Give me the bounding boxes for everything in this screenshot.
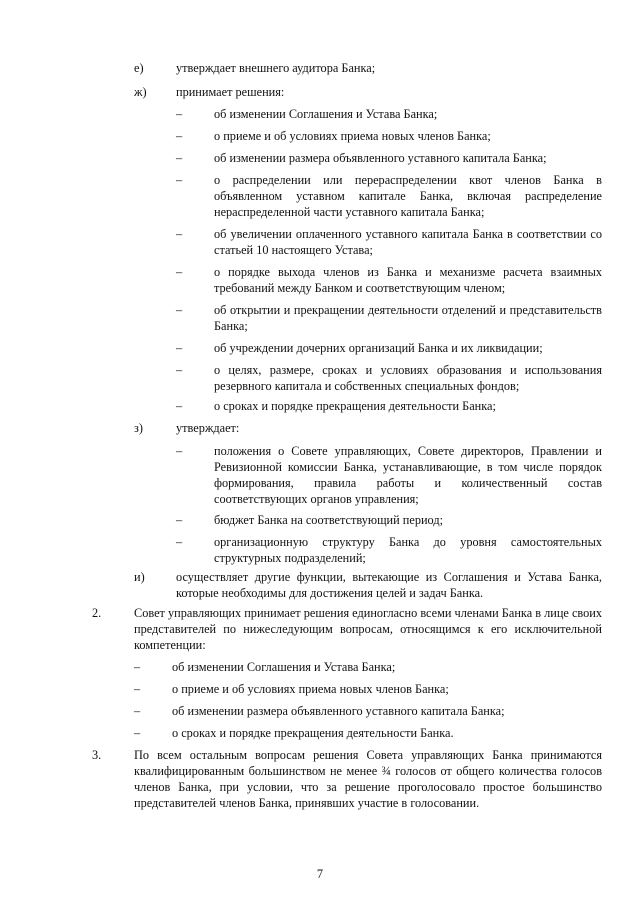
item-text: принимает решения: xyxy=(176,85,285,99)
dash-marker: – xyxy=(176,151,183,165)
item-text: осуществляет другие функции, вытекающие из Соглашения и Устава Банка, которые необходимы для достижения целей и задач Банка. xyxy=(176,570,602,600)
dash-marker: – xyxy=(176,513,183,527)
section-number: 3. xyxy=(92,748,102,762)
dash-marker: – xyxy=(134,682,141,696)
item-text: об изменении Соглашения и Устава Банка; xyxy=(172,660,396,674)
item-text: об изменении Соглашения и Устава Банка; xyxy=(214,107,438,121)
item-marker: ж) xyxy=(134,85,147,99)
item-text: о сроках и порядке прекращения деятельности Банка. xyxy=(172,726,454,740)
dash-marker: – xyxy=(176,265,183,279)
dash-marker: – xyxy=(176,227,183,241)
dash-marker: – xyxy=(176,444,183,458)
item-text: об учреждении дочерних организаций Банка и их ликвидации; xyxy=(214,341,543,355)
item-text: бюджет Банка на соответствующий период; xyxy=(214,513,444,527)
dash-marker: – xyxy=(134,660,141,674)
item-marker: з) xyxy=(134,421,143,435)
item-text: утверждает внешнего аудитора Банка; xyxy=(176,61,376,75)
item-text: о сроках и порядке прекращения деятельности Банка; xyxy=(214,399,496,413)
page-number: 7 xyxy=(316,867,324,881)
section-text: Совет управляющих принимает решения единогласно всеми членами Банка в лице своих представителей по нижеследующим вопросам, относящимся к его исключительной компетенции: xyxy=(134,606,602,652)
dash-marker: – xyxy=(176,363,183,377)
item-text: утверждает: xyxy=(176,421,240,435)
dash-marker: – xyxy=(176,173,183,187)
section-text: По всем остальным вопросам решения Совета управляющих Банка принимаются квалифицированным большинством не менее ¾ голосов от общего количества голосов членов Банка, при условии, что за решение проголосовало простое большинство представителей членов Банка, принявших участие в голосовании. xyxy=(134,748,602,810)
item-text: об изменении размера объявленного уставного капитала Банка; xyxy=(214,151,547,165)
item-text: об увеличении оплаченного уставного капитала Банка в соответствии со статьей 10 настоящего Устава; xyxy=(214,227,602,257)
item-text: об открытии и прекращении деятельности отделений и представительств Банка; xyxy=(214,303,602,333)
item-marker: и) xyxy=(134,570,145,584)
dash-marker: – xyxy=(176,129,183,143)
item-text: о приеме и об условиях приема новых членов Банка; xyxy=(172,682,449,696)
dash-marker: – xyxy=(176,303,183,317)
item-text: о приеме и об условиях приема новых членов Банка; xyxy=(214,129,491,143)
dash-marker: – xyxy=(176,341,183,355)
item-text: о распределении или перераспределении квот членов Банка в объявленном уставном капитале Банка, включая распределение нераспределенной части уставного капитала Банка; xyxy=(214,173,602,219)
dash-marker: – xyxy=(176,535,183,549)
item-text: о порядке выхода членов из Банка и механизме расчета взаимных требований между Банком и соответствующим членом; xyxy=(214,265,602,295)
dash-marker: – xyxy=(176,107,183,121)
item-text: об изменении размера объявленного уставного капитала Банка; xyxy=(172,704,505,718)
dash-marker: – xyxy=(176,399,183,413)
item-marker: е) xyxy=(134,61,144,75)
dash-marker: – xyxy=(134,726,141,740)
item-text: положения о Совете управляющих, Совете директоров, Правлении и Ревизионной комиссии Банка, устанавливающие, в том числе порядок формирования, правила работы и количественный состав соответствующих органов управления; xyxy=(214,444,602,506)
section-number: 2. xyxy=(92,606,102,620)
dash-marker: – xyxy=(134,704,141,718)
item-text: организационную структуру Банка до уровня самостоятельных структурных подразделений; xyxy=(214,535,602,565)
item-text: о целях, размере, сроках и условиях образования и использования резервного капитала и собственных специальных фондов; xyxy=(214,363,602,393)
